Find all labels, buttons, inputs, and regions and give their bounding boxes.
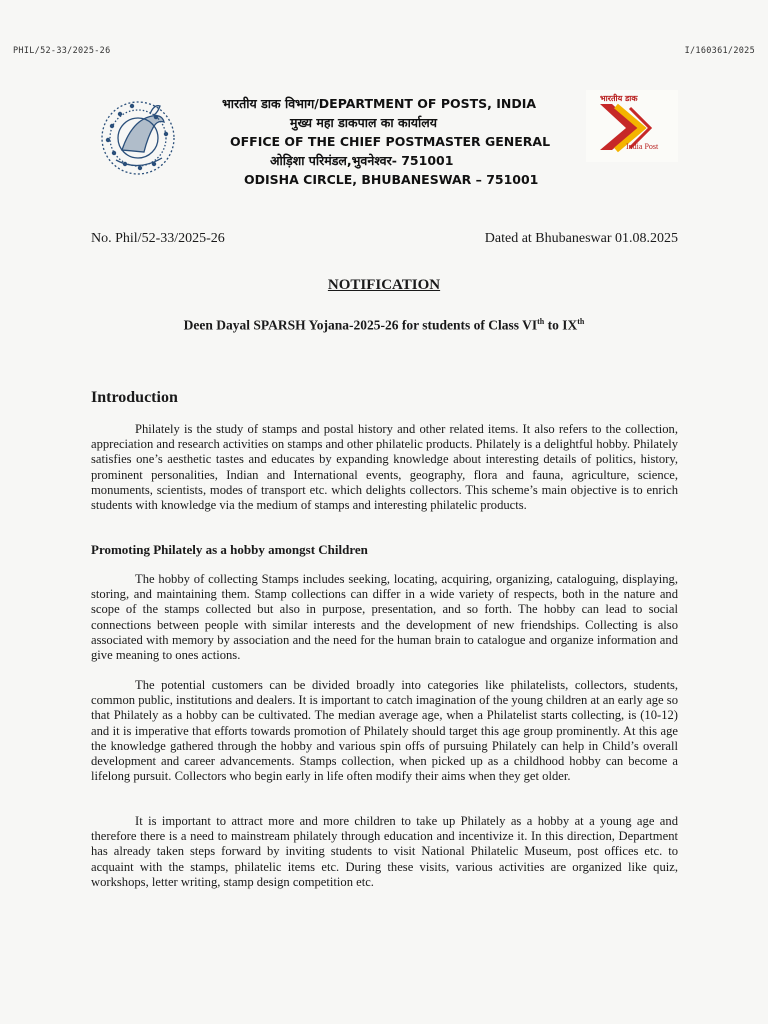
- dept-english: /DEPARTMENT OF POSTS, INDIA: [314, 96, 537, 111]
- peacock-emblem-icon: [92, 90, 184, 182]
- promoting-paragraph-2: The potential customers can be divided broadly into categories like philatelists, collectors, students, common public, institutions and dealers. It is important to catch imagination of the young children at an early age so that Philately as a hobby can be cultivated. The median average age, when a Philatelist starts collecting, is (10-12) and it is imperative that efforts towards promotion of Philately should target this age group prominently. At this age the knowledge gathered through the hobby and various spin offs of pursuing Philately can help in Child’s overall development and career advancements. Stamps collection, when picked up as a childhood hobby can become a lifelong pursuit. Collectors who begin early in life often modify their aims when they get older.: [91, 678, 678, 784]
- document-code: PHIL/52-33/2025-26: [13, 46, 111, 56]
- promoting-heading: Promoting Philately as a hobby amongst Children: [91, 542, 368, 557]
- promoting-paragraph-3: It is important to attract more and more children to take up Philately as a hobby at a young age and therefore there is a need to mainstream philately through education and incentivize it. In this direction, Department has already taken steps forward by inviting students to visit National Philatelic Museum, post offices etc. to acquaint with the stamps, philatelic items etc. During these visits, various activities are organized like quiz, workshops, letter writing, stamp design competition etc.: [91, 814, 678, 889]
- circle-english: ODISHA CIRCLE, BHUBANESWAR – 751001: [244, 172, 539, 187]
- reference-number: No. Phil/52-33/2025-26: [91, 231, 225, 246]
- introduction-heading: Introduction: [91, 389, 178, 406]
- dept-hindi: भारतीय डाक विभाग: [222, 96, 315, 111]
- document-id: I/160361/2025: [684, 46, 755, 56]
- letterhead: [200, 94, 560, 189]
- scheme-subtitle: Deen Dayal SPARSH Yojana-2025-26 for students of Class VIth to IXth: [183, 317, 585, 333]
- logo-hindi-text: भारतीय डाक: [600, 94, 638, 103]
- circle-hindi: ओड़िशा परिमंडल,भुवनेश्वर- 751001: [270, 153, 454, 168]
- office-english: OFFICE OF THE CHIEF POSTMASTER GENERAL: [230, 134, 551, 149]
- notification-title: NOTIFICATION: [327, 277, 441, 293]
- logo-name: India Post: [626, 142, 659, 151]
- office-hindi: मुख्य महा डाकपाल का कार्यालय: [290, 115, 438, 130]
- promoting-paragraph-1: The hobby of collecting Stamps includes seeking, locating, acquiring, organizing, cataloguing, displaying, storing, and maintaining them. Stamp collections can differ in a wide variety of respects, both in the nature and scope of the stamps collected but also in purpose, presentation, and so forth. The hobby can lead to social connections between people with similar interests and the development of new friendships. Collecting is also associated with memory by association and the need for the human brain to catalogue and organize information and give meaning to ones actions.: [91, 572, 678, 663]
- reference-date: Dated at Bhubaneswar 01.08.2025: [484, 231, 678, 246]
- introduction-paragraph: Philately is the study of stamps and postal history and other related items. It also refers to the collection, appreciation and research activities on stamps and other philatelic products. Philately is a delightful hobby. Philately satisfies one’s aesthetic tastes and educates by expanding knowledge about interesting details of politics, history, prominent personalities, Indian and International events, geography, flora and fauna, agriculture, science, monuments, scientists, modes of transport etc. which delights collectors. This scheme’s main objective is to enrich students with knowledge via the medium of stamps and interesting philatelic products.: [91, 422, 678, 513]
